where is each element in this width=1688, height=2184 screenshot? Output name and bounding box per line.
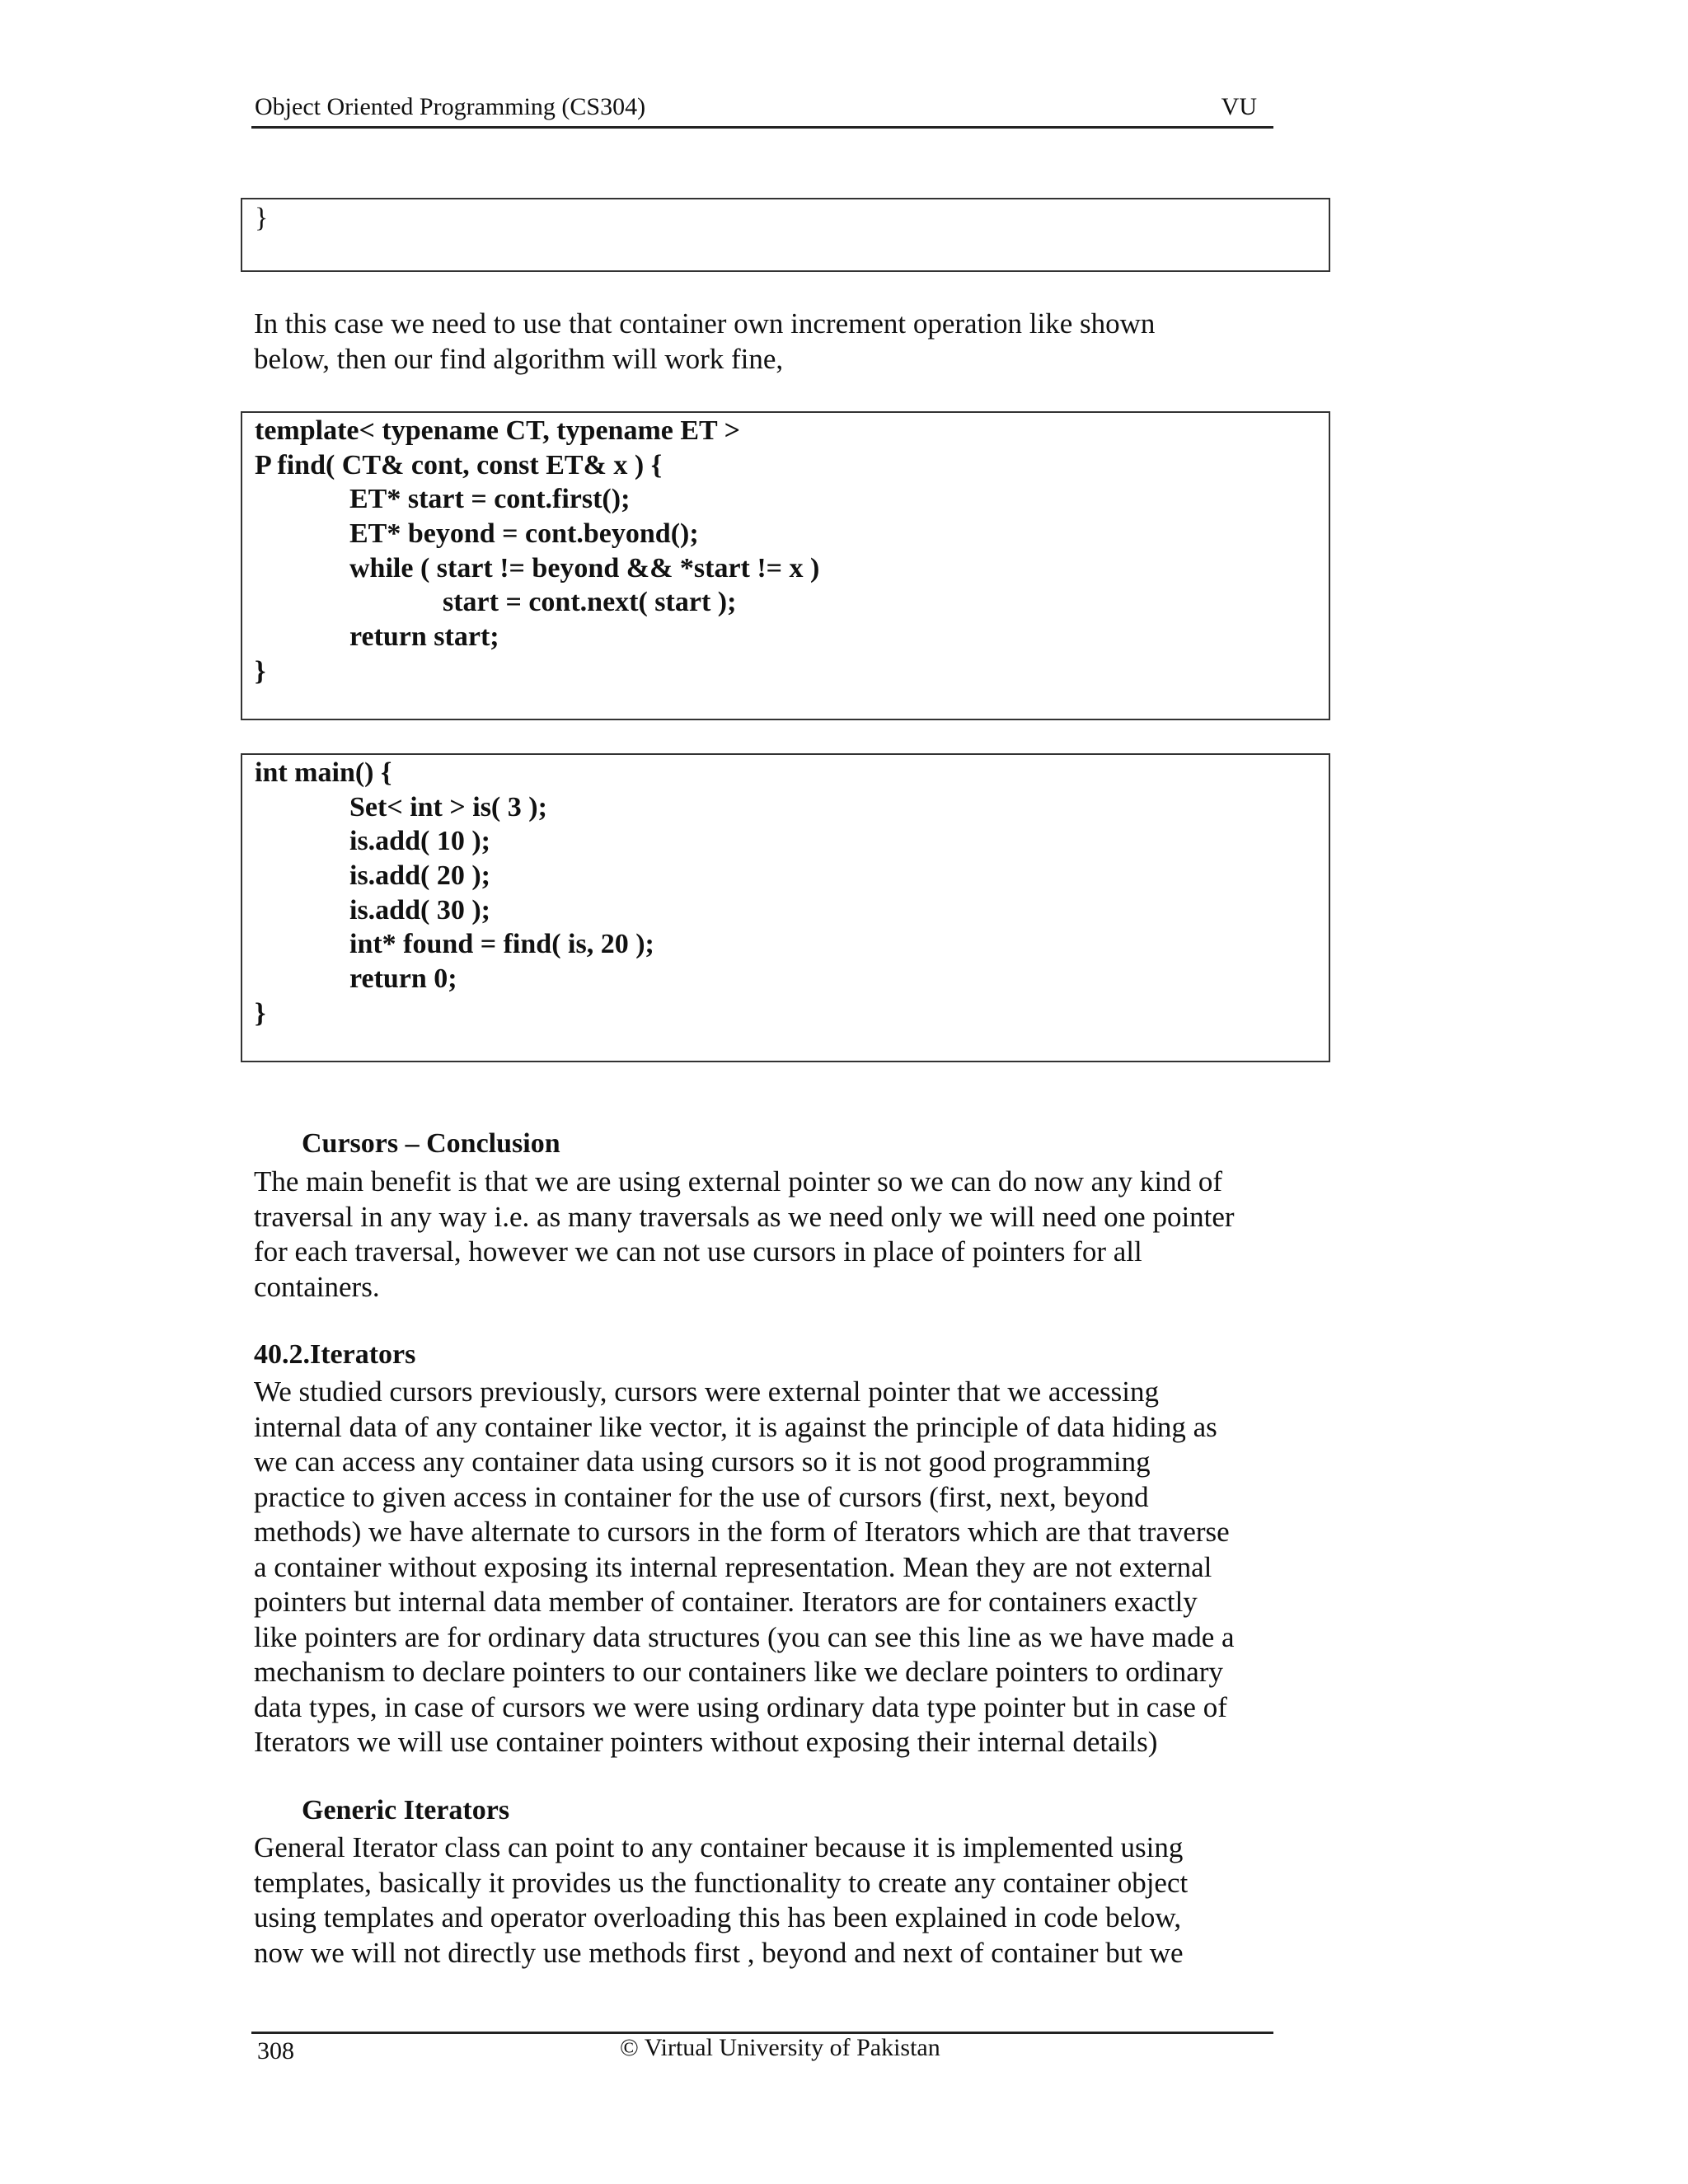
code-line: } — [255, 998, 266, 1029]
code-line: } — [255, 656, 266, 687]
code-line: is.add( 20 ); — [349, 860, 490, 891]
code-box-continuation — [241, 198, 1330, 272]
footer-copyright: © Virtual University of Pakistan — [620, 2034, 940, 2061]
text-line: we can access any container data using cursors so it is not good programming — [254, 1446, 1151, 1478]
text-line: below, then our find algorithm will work fine, — [254, 342, 784, 375]
text-line: mechanism to declare pointers to our containers like we declare pointers to ordinary — [254, 1656, 1223, 1688]
text-line: a container without exposing its internal representation. Mean they are not external — [254, 1550, 1212, 1583]
code-line: int* found = find( is, 20 ); — [349, 929, 654, 959]
code-line: template< typename CT, typename ET > — [255, 415, 740, 446]
code-line: } — [255, 203, 269, 233]
text-line: pointers but internal data member of container. Iterators are for containers exactly — [254, 1586, 1198, 1618]
code-box-find-template — [241, 411, 1330, 720]
code-line: int main() { — [255, 757, 392, 788]
text-line: General Iterator class can point to any container because it is implemented using — [254, 1831, 1184, 1863]
section-heading-cursors-conclusion: Cursors – Conclusion — [302, 1128, 560, 1159]
text-line: In this case we need to use that container own increment operation like shown — [254, 307, 1156, 340]
code-box-main — [241, 753, 1330, 1062]
text-line: data types, in case of cursors we were using ordinary data type pointer but in case of — [254, 1690, 1227, 1723]
section-heading-generic-iterators: Generic Iterators — [302, 1795, 510, 1825]
section-heading-iterators: 40.2.Iterators — [254, 1339, 416, 1370]
text-line: The main benefit is that we are using external pointer so we can do now any kind of — [254, 1165, 1223, 1197]
text-line: now we will not directly use methods first , beyond and next of container but we — [254, 1936, 1184, 1969]
code-line: return 0; — [349, 963, 457, 994]
code-line: P find( CT& cont, const ET& x ) { — [255, 450, 663, 480]
code-line: while ( start != beyond && *start != x ) — [349, 553, 820, 583]
text-line: for each traversal, however we can not use cursors in place of pointers for all — [254, 1235, 1142, 1268]
text-line: practice to given access in container for the use of cursors (first, next, beyond — [254, 1480, 1149, 1513]
intro-paragraph — [254, 307, 1350, 377]
course-title: Object Oriented Programming (CS304) — [255, 93, 646, 120]
text-line: methods) we have alternate to cursors in the form of Iterators which are that traverse — [254, 1516, 1230, 1548]
code-line: Set< int > is( 3 ); — [349, 792, 547, 823]
text-line: traversal in any way i.e. as many traversals as we need only we will need one pointer — [254, 1200, 1235, 1233]
page-header — [251, 87, 1273, 129]
text-line: using templates and operator overloading this has been explained in code below, — [254, 1901, 1182, 1933]
text-line: Iterators we will use container pointers without exposing their internal details) — [254, 1726, 1158, 1758]
code-line: ET* start = cont.first(); — [349, 484, 631, 514]
code-line: is.add( 30 ); — [349, 895, 490, 926]
code-line: return start; — [349, 621, 499, 652]
text-line: internal data of any container like vector, it is against the principle of data hiding as — [254, 1410, 1217, 1443]
header-vu: VU — [1221, 93, 1257, 120]
generic-paragraph — [254, 1830, 1350, 1971]
code-line: start = cont.next( start ); — [443, 587, 737, 617]
code-line: ET* beyond = cont.beyond(); — [349, 518, 699, 549]
code-line: is.add( 10 ); — [349, 826, 490, 856]
iterators-paragraph — [254, 1375, 1350, 1760]
cursors-paragraph — [254, 1165, 1350, 1305]
text-line: We studied cursors previously, cursors were external pointer that we accessing — [254, 1376, 1160, 1408]
text-line: templates, basically it provides us the functionality to create any container object — [254, 1866, 1189, 1899]
page-number: 308 — [257, 2037, 294, 2064]
text-line: containers. — [254, 1270, 380, 1303]
text-line: like pointers are for ordinary data structures (you can see this line as we have made a — [254, 1620, 1235, 1653]
